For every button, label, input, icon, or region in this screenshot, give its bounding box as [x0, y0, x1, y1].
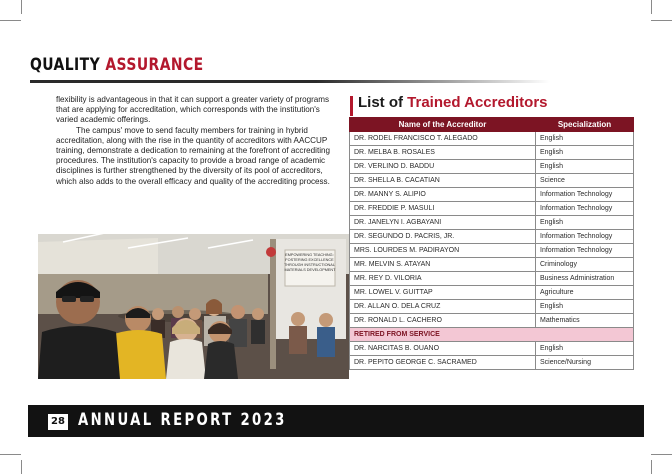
accreditor-name: DR. NARCITAS B. OUANO — [350, 342, 536, 356]
accreditor-name: MR. LOWEL V. GUITTAP — [350, 286, 536, 300]
table-row — [350, 174, 634, 188]
body-paragraph: The campus' move to send faculty members for training in hybrid accreditation, along with the rise in the quantity of accreditors with AACCUP training, demonstrate a dedication to remaining at the forefront of accrediting procedures. The institution's capacity to provide a broad range of academic disciplines is further strengthened by the diversity of its pool of accreditors, which also adds to the overall efficacy and quality of the accrediting process. — [56, 125, 330, 186]
table-row — [350, 216, 634, 230]
accreditor-specialization: English — [536, 216, 634, 230]
accreditor-specialization: Mathematics — [536, 314, 634, 328]
accreditor-specialization: Information Technology — [536, 202, 634, 216]
accreditor-specialization: Agriculture — [536, 286, 634, 300]
retired-section-header — [350, 328, 634, 342]
table-row — [350, 160, 634, 174]
crop-mark — [651, 460, 652, 474]
photo-banner-text: EMPOWERING TEACHING: FOSTERING EXCELLENCE THROUGH INSTRUCTIONAL MATERIALS DEVELOPMENT — [284, 253, 336, 272]
section-header — [30, 55, 204, 75]
accreditor-name: DR. RODEL FRANCISCO T. ALEGADO — [350, 132, 536, 146]
table-row — [350, 188, 634, 202]
column-header-name: Name of the Accreditor — [350, 118, 536, 132]
retired-label: RETIRED FROM SERVICE — [350, 328, 634, 342]
accreditor-specialization: Information Technology — [536, 188, 634, 202]
accreditor-name: DR. MELBA B. ROSALES — [350, 146, 536, 160]
list-title — [358, 94, 548, 111]
accreditor-name: DR. PEPITO GEORGE C. SACRAMED — [350, 356, 536, 370]
crop-mark — [0, 454, 21, 455]
table-row — [350, 230, 634, 244]
accreditor-specialization: English — [536, 132, 634, 146]
table-row — [350, 286, 634, 300]
table-row — [350, 314, 634, 328]
list-title-bar — [350, 96, 353, 116]
accreditor-name: DR. ALLAN O. DELA CRUZ — [350, 300, 536, 314]
crop-mark — [21, 460, 22, 474]
accreditor-name: DR. FREDDIE P. MASULI — [350, 202, 536, 216]
crop-mark — [0, 20, 21, 21]
crop-mark — [651, 20, 672, 21]
group-photo — [38, 234, 349, 379]
accreditor-specialization: English — [536, 300, 634, 314]
footer-title: ANNUAL REPORT 2023 — [78, 410, 287, 430]
table-row — [350, 258, 634, 272]
accreditor-specialization: English — [536, 146, 634, 160]
list-title-part2: Trained Accreditors — [407, 94, 548, 111]
accreditor-specialization: English — [536, 160, 634, 174]
accreditors-table — [349, 117, 634, 370]
accreditor-name: DR. VERLINO D. BADDU — [350, 160, 536, 174]
accreditor-specialization: Science — [536, 174, 634, 188]
accreditor-specialization: Criminology — [536, 258, 634, 272]
accreditor-name: DR. RONALD L. CACHERO — [350, 314, 536, 328]
page-number: 28 — [48, 414, 68, 430]
table-row — [350, 300, 634, 314]
accreditor-specialization: Information Technology — [536, 230, 634, 244]
table-row — [350, 356, 634, 370]
accreditor-name: DR. JANELYN I. AGBAYANI — [350, 216, 536, 230]
section-header-word2: ASSURANCE — [105, 55, 204, 75]
accreditor-specialization: Information Technology — [536, 244, 634, 258]
accreditor-specialization: Business Administration — [536, 272, 634, 286]
header-rule — [30, 80, 550, 83]
accreditor-name: MR. REY D. VILORIA — [350, 272, 536, 286]
column-header-specialization: Specialization — [536, 118, 634, 132]
table-row — [350, 244, 634, 258]
body-text — [56, 95, 344, 187]
list-title-part1: List of — [358, 94, 403, 111]
body-paragraph: flexibility is advantageous in that it can support a greater variety of programs that are applying for accreditation, which corresponds with the institution's varied academic offerings. — [56, 95, 330, 125]
table-row — [350, 146, 634, 160]
accreditor-name: MRS. LOURDES M. PADIRAYON — [350, 244, 536, 258]
table-row — [350, 342, 634, 356]
crop-mark — [651, 454, 672, 455]
accreditor-name: DR. SEGUNDO D. PACRIS, JR. — [350, 230, 536, 244]
accreditor-name: DR. MANNY S. ALIPIO — [350, 188, 536, 202]
accreditor-specialization: Science/Nursing — [536, 356, 634, 370]
accreditor-name: MR. MELVIN S. ATAYAN — [350, 258, 536, 272]
table-row — [350, 132, 634, 146]
table-header-row — [350, 118, 634, 132]
section-header-word1: QUALITY — [30, 55, 101, 75]
table-row — [350, 202, 634, 216]
crop-mark — [21, 0, 22, 14]
crop-mark — [651, 0, 652, 14]
table-row — [350, 272, 634, 286]
accreditor-specialization: English — [536, 342, 634, 356]
accreditor-name: DR. SHELLA B. CACATIAN — [350, 174, 536, 188]
